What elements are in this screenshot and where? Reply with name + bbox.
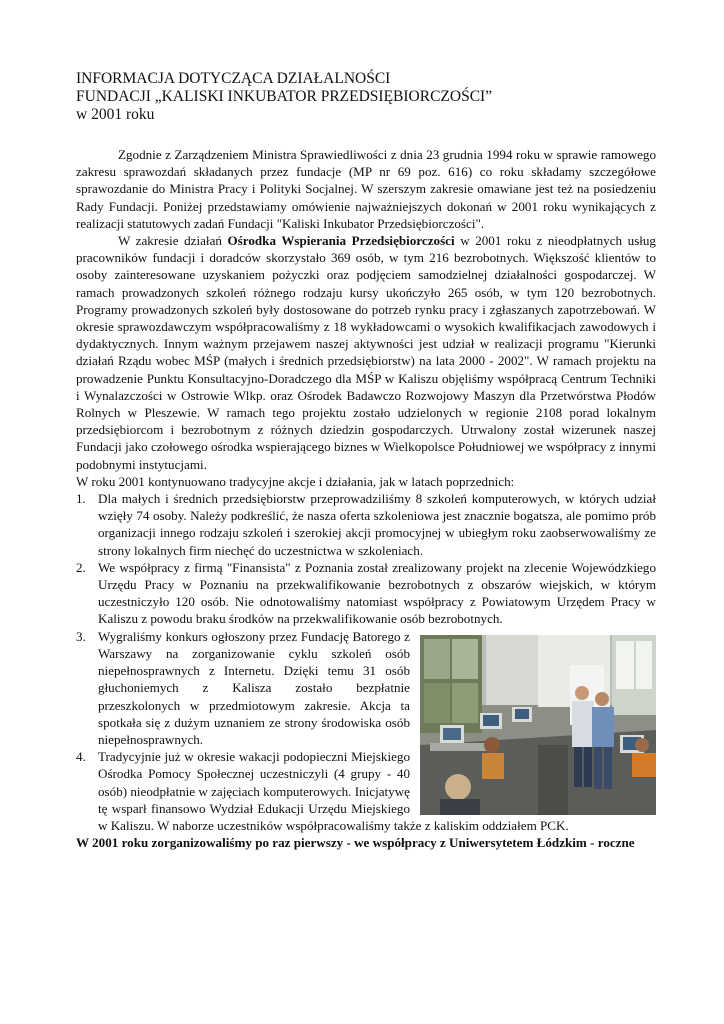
paragraph-1: Zgodnie z Zarządzeniem Ministra Sprawiedliwości z dnia 23 grudnia 1994 roku w sprawie ramowego zakresu sprawozdań składanych przez fundacje (MP nr 69 poz. 616) co roku składamy szczegółowe sprawozdanie do Ministra Pracy i Polityki Socjalnej. W szerszym zakresie omawiane jest też na posiedzeniu Rady Fundacji. Poniżej przedstawiamy omówienie najważniejszych dokonań w 2001 roku wynikających z realizacji statutowych zadań Fundacji "Kaliski Inkubator Przedsiębiorczości". — [76, 147, 656, 231]
list-item-text: Dla małych i średnich przedsiębiorstw przeprowadziliśmy 8 szkoleń komputerowych, w których udział wzięły 74 osoby. Należy podkreślić, że nasza oferta szkoleniowa jest znacznie bogatsza, ale pomimo prób organizacji innego rodzaju szkoleń i szerokiej akcji promocyjnej w ubiegłym roku zaobserwowaliśmy ze strony lokalnych firm niechęć do uczestnictwa w szkoleniach. — [98, 491, 656, 558]
list-item — [76, 628, 656, 748]
list-item-number: 1. — [76, 491, 86, 507]
activities-list — [76, 490, 656, 834]
document-body — [76, 146, 656, 851]
paragraph-2-rest: w 2001 roku z nieodpłatnych usług pracowników fundacji i doradców skorzystało 369 osób, w tym 216 bezrobotnych. Większość klientów to osoby zainteresowane uzyskaniem pożyczki oraz podjęciem samodzielnej działalności gospodarczej. W ramach prowadzonych szkoleń różnego rodzaju kursy ukończyło 265 osób, w tym 120 bezrobotnych. Programy prowadzonych szkoleń były dostosowane do potrzeb rynku pracy i zgłaszanych zapotrzebowań. W okresie sprawozdawczym współpracowaliśmy z 18 wykładowcami o wysokich kwalifikacjach zawodowych i dydaktycznych. Innym ważnym przejawem naszej aktywności jest udział w realizacji programu "Kierunki działań Rządu wobec MŚP (małych i średnich przedsiębiorstw) na lata 2000 - 2002". W ramach projektu na prowadzenie Punktu Konsultacyjno-Doradczego dla MŚP w Kaliszu objęliśmy współpracą Centrum Techniki i Wynalazczości w Ostrowie Wlkp. oraz Ośrodek Badawczo Rozwojowy Maszyn dla Przetwórstwa Płodów Rolnych w Pleszewie. W ramach tego projektu zostało udzielonych w regionie 2108 porad lokalnym przedsiębiorcom i bezrobotnym z różnych dziedzin gospodarczych. Utrwalony został wizerunek naszej Fundacji jako czołowego ośrodka wspierającego biznes w Wielkopolsce Południowej we współpracy z innymi podobnymi instytucjami. — [76, 233, 656, 472]
document-page — [76, 70, 656, 851]
paragraph-2-bold: Ośrodka Wspierania Przedsiębiorczości — [227, 233, 455, 249]
title-line-3: w 2001 roku — [76, 106, 155, 123]
closing-paragraph — [76, 834, 656, 851]
list-item-text: We współpracy z firmą "Finansista" z Poznania został zrealizowany projekt na zlecenie Wojewódzkiego Urzędu Pracy w Poznaniu na przekwalifikowanie bezrobotnych z obszarów wiejskich, w którym uczestniczyło 120 osób. Nie odnotowaliśmy natomiast współpracy z Powiatowym Urzędem Pracy w Kaliszu z powodu braku środków na przekwalifikowanie osób bezrobotnych. — [98, 559, 656, 627]
list-item-text: Wygraliśmy konkurs ogłoszony przez Fundację Batorego z Warszawy na zorganizowanie cyklu szkoleń osób niepełnosprawnych z Internetu. Dzięki temu 31 osób głuchoniemych z Kalisza zostało bezpłatnie przeszkolonych w przedmiotowym zakresie. Akcja ta spotkała się z dużym uznaniem ze strony środowiska osób niepełnosprawnych. — [98, 628, 410, 747]
list-item-number: 3. — [76, 628, 86, 644]
list-item-text: Tradycyjnie już w okresie wakacji podopieczni Miejskiego Ośrodka Pomocy Społecznej uczestniczyli (4 grupy - 40 osób) nieodpłatnie w zajęciach komputerowych. Inicjatywę tę wsparł finansowo Wydział Edukacji Urzędu Miejskiego w Kaliszu. W naborze uczestników współpracowaliśmy także z kaliskim oddziałem PCK. — [98, 749, 569, 833]
paragraph-2-lead: W zakresie działań — [118, 233, 228, 249]
list-item-number: 4. — [76, 749, 86, 765]
closing-bold-text: W 2001 roku zorganizowaliśmy po raz pierwszy - we współpracy z Uniwersytetem Łódzkim - roczne — [76, 835, 635, 851]
title-line-2: FUNDACJI „KALISKI INKUBATOR PRZEDSIĘBIORCZOŚCI” — [76, 88, 493, 105]
title-line-1: INFORMACJA DOTYCZĄCA DZIAŁALNOŚCI — [76, 70, 391, 87]
paragraph-2 — [76, 232, 656, 473]
list-item — [76, 559, 656, 628]
list-intro: W roku 2001 kontynuowano tradycyjne akcje i działania, jak w latach poprzednich: — [76, 473, 515, 489]
list-item-number: 2. — [76, 559, 86, 575]
list-item — [76, 490, 656, 559]
list-item — [76, 748, 656, 834]
document-title — [76, 70, 656, 124]
